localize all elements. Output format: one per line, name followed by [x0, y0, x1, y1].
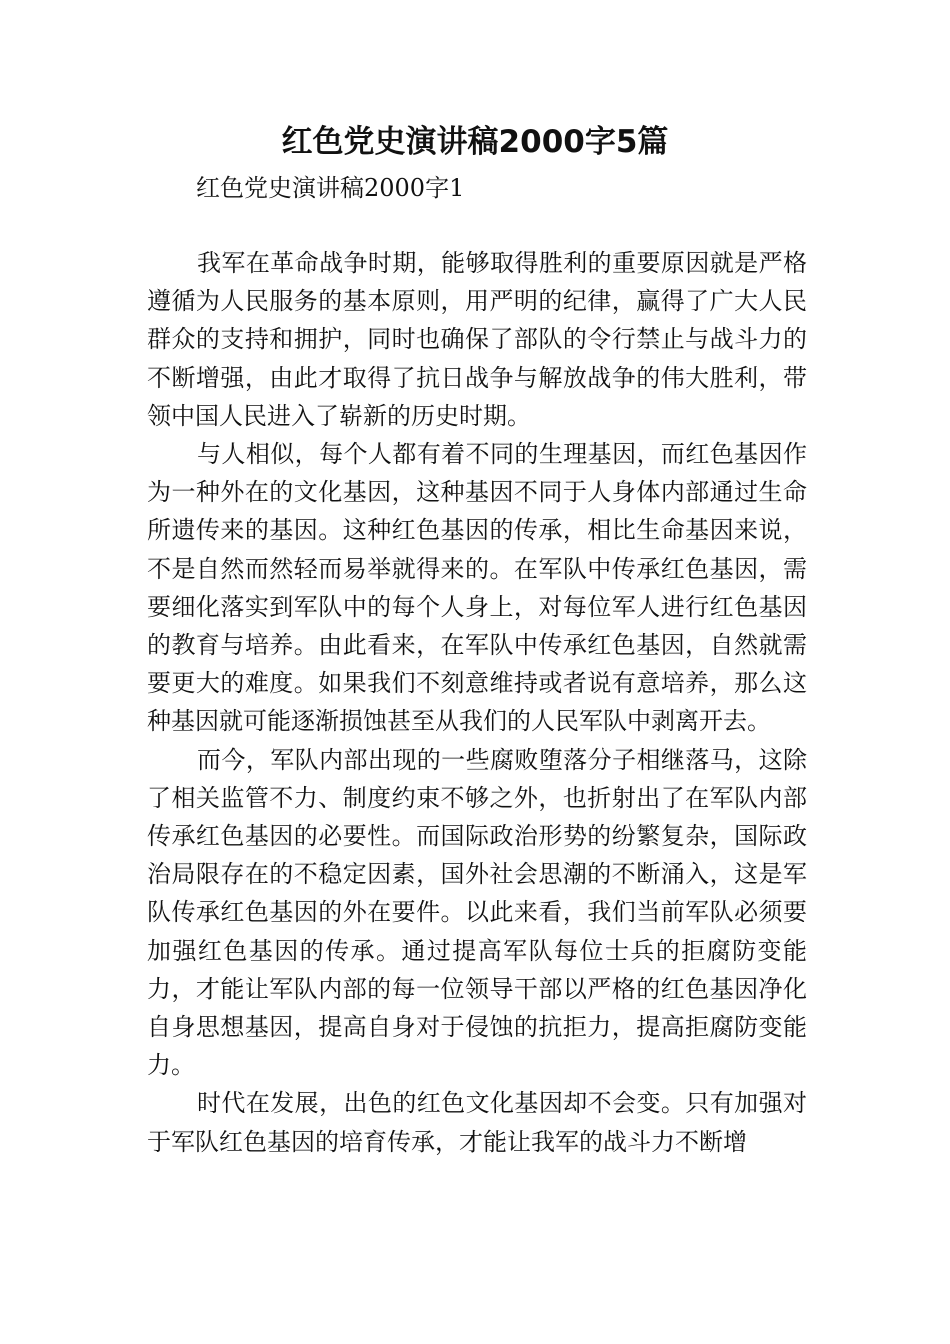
paragraph: 与人相似，每个人都有着不同的生理基因，而红色基因作为一种外在的文化基因，这种基因不同于人身体内部通过生命所遗传来的基因。这种红色基因的传承，相比生命基因来说，不是自然而然轻而易举就得来的。在军队中传承红色基因，需要细化落实到军队中的每个人身上，对每位军人进行红色基因的教育与培养。由此看来，在军队中传承红色基因，自然就需要更大的难度。如果我们不刻意维持或者说有意培养，那么这种基因就可能逐渐损蚀甚至从我们的人民军队中剥离开去。 [147, 440, 807, 736]
paragraph: 时代在发展，出色的红色文化基因却不会变。只有加强对于军队红色基因的培育传承，才能让我军的战斗力不断增 [147, 1089, 807, 1156]
paragraph: 而今，军队内部出现的一些腐败堕落分子相继落马，这除了相关监管不力、制度约束不够之外，也折射出了在军队内部传承红色基因的必要性。而国际政治形势的纷繁复杂，国际政治局限存在的不稳定因素，国外社会思潮的不断涌入，这是军队传承红色基因的外在要件。以此来看，我们当前军队必须要加强红色基因的传承。通过提高军队每位士兵的拒腐防变能力，才能让军队内部的每一位领导干部以严格的红色基因净化自身思想基因，提高自身对于侵蚀的抗拒力，提高拒腐防变能力。 [147, 745, 807, 1080]
document-title: 红色党史演讲稿2000字5篇 [281, 124, 669, 160]
document-subtitle: 红色党史演讲稿2000字1 [196, 174, 465, 202]
paragraph: 我军在革命战争时期，能够取得胜利的重要原因就是严格遵循为人民服务的基本原则，用严明的纪律，赢得了广大人民群众的支持和拥护，同时也确保了部队的令行禁止与战斗力的不断增强，由此才取得了抗日战争与解放战争的伟大胜利，带领中国人民进入了崭新的历史时期。 [147, 249, 807, 430]
document-body [147, 244, 807, 1161]
